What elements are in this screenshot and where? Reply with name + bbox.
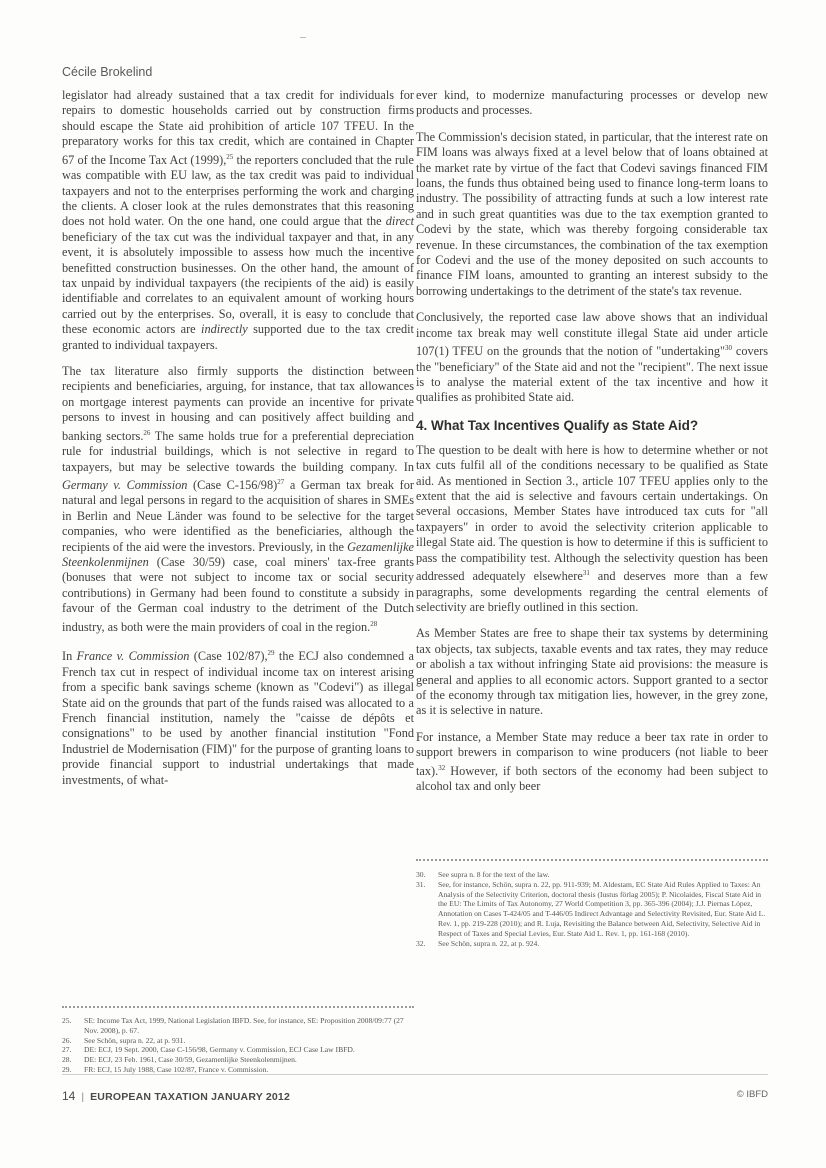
- footnote-ref[interactable]: 25: [226, 152, 234, 161]
- paragraph: The Commission's decision stated, in particular, that the interest rate on FIM loans was always fixed at a level below that of loans obtained at the market rate by virtue of the fact that Codevi savings financed FIM loans, the funds thus obtained being used to finance long-term loans to industry. The possibility of attracting funds at such a low interest rate and in such great quantities was due to the tax exemption granted to Codevi by the state, which was thereby forgoing considerable tax revenue. In these circumstances, the combination of the tax exemption for Codevi and the use of the money deposited on such accounts to finance FIM loans, amounted to granting an interest subsidy to the borrowing undertakings to the detriment of the state's tax revenue.: [416, 129, 768, 298]
- left-column: [62, 88, 414, 799]
- footnote-ref[interactable]: 27: [277, 477, 285, 486]
- footnote-divider: [416, 859, 768, 861]
- journal-title: EUROPEAN TAXATION JANUARY 2012: [90, 1091, 290, 1103]
- paragraph: The question to be dealt with here is how to determine whether or not tax cuts fulfil all of the conditions necessary to be qualified as State aid. As mentioned in Section 3., article 107 TFEU applies only to the extent that the aid is selective and favours certain undertakings. On several occasions, Member States have introduced tax cuts for "all taxpayers" in order to avoid the selectivity criterion applicable to illegal State aid. The question is how to determine if this is sufficient to pass the compatibility test. Although the selectivity question has been addressed adequately elsewhere$^{31}$ and deserves more than a few paragraphs, some developments regarding the central elements of selectivity are briefly outlined in this section.: [416, 442, 768, 614]
- footnote-ref[interactable]: 30: [725, 344, 733, 353]
- footer-separator: |: [81, 1091, 85, 1103]
- footnote: 25. SE: Income Tax Act, 1999, National Legislation IBFD. See, for instance, SE: Proposition 2008/09:77 (27 Nov. 2008), p. 67.: [62, 1016, 404, 1035]
- footnote-ref[interactable]: 26: [143, 428, 151, 437]
- paragraph: For instance, a Member State may reduce a beer tax rate in order to support brewers in comparison to wine producers (not liable to beer tax).$^{32}$ However, if both sectors of the economy had been subject to alcohol tax and only beer: [416, 729, 768, 794]
- running-header-author: Cécile Brokelind: [62, 65, 153, 79]
- footnotes-left: [62, 1016, 414, 1075]
- paragraph: As Member States are free to shape their tax systems by determining tax objects, tax subjects, taxable events and tax rates, they may reduce or abolish a tax without infringing State aid provisions: the measure is general and applies to all economic actors. Support granted to a sector of the economy through tax mitigation lies, however, in the grey zone, as it is selective in nature.: [416, 626, 768, 718]
- footer-divider: [62, 1074, 768, 1075]
- footnote: 31. See, for instance, Schön, supra n. 22, pp. 911-939; M. Aldestam, EC State Aid Rules Applied to Taxes: An Analysis of the Selectivity Criterion, doctoral thesis (Iustus förlag 2005); P. Nicolaides, Fiscal State Aid in the EU: The Limits of Tax Autonomy, 27 World Competition 3, pp. 365-396 (2004); J.J. Piernas López, Annotation on Cases T-424/05 and T-446/05 Indirect Advantage and Selectivity Revisited, Eur. State Aid L. Rev. 1, pp. 219-228 (2010); and R. Luja, Revisiting the Balance between Aid, Selectivity, Selective Aid in Respect of Taxes and Special Levies, Eur. State Aid L. Rev. 1, pp. 161-168 (2010).: [416, 879, 766, 938]
- paragraph: In France v. Commission (Case 102/87),$^{29}$ the ECJ also condemned a French tax cut in respect of individual income tax on interest arising from a specific bank savings scheme (known as "Codevi") as illegal State aid on the grounds that part of the funds raised was allocated to a French financial institution, namely the "caisse de dépôts et consignations" to be used by another financial institution "Fond Industriel de Modernisation (FIM)" for the purpose of granting loans to provide financial support to industrial undertakings that made investments, of what-: [62, 649, 414, 787]
- footnote: 30. See supra n. 8 for the text of the law.: [416, 870, 550, 879]
- footnote-ref[interactable]: 28: [370, 619, 378, 628]
- footnote-divider: [62, 1006, 414, 1008]
- footnote: 28. DE: ECJ, 23 Feb. 1961, Case 30/59, Gezamenlijke Steenkolenmijnen.: [62, 1055, 297, 1065]
- paragraph: ever kind, to modernize manufacturing processes or develop new products and processes.: [416, 88, 768, 118]
- footer-left: [62, 1089, 290, 1103]
- footnote: 29. FR: ECJ, 15 July 1988, Case 102/87, France v. Commission.: [62, 1064, 269, 1074]
- paragraph: legislator had already sustained that a tax credit for individuals for repairs to domestic households carried out by construction firms should escape the State aid prohibition of article 107 TFEU. In the preparatory works for this tax credit, which are contained in Chapter 67 of the Income Tax Act (1999),$^{25}$ the reporters concluded that the rule was compatible with EU law, as the tax credit was paid to individual taxpayers and not to the enterprises performing the work and charging the clients. A closer look at the rules demonstrates that this reasoning does not hold water. On the one hand, one could argue that the direct beneficiary of the tax cut was the individual taxpayer and that, in any event, it is absolutely impossible to assess how much the incentive benefitted construction businesses. On the other hand, the amount of tax unpaid by individual taxpayers (the recipients of the aid) is easily identifiable and correlates to an equivalent amount of working hours carried out by the enterprises. So, overall, it is easy to conclude that these economic actors are indirectly supported due to the tax credit granted to individual taxpayers.: [62, 88, 415, 352]
- publisher-mark: © IBFD: [736, 1089, 768, 1100]
- footnote: 32. See Schön, supra n. 22, at p. 924.: [416, 938, 540, 948]
- section-heading: 4. What Tax Incentives Qualify as State Aid?: [416, 417, 699, 433]
- footnote-ref[interactable]: 32: [438, 763, 446, 772]
- paragraph: The tax literature also firmly supports the distinction between recipients and beneficiaries, arguing, for instance, that tax allowances on mortgage interest payments can provide an incentive for private persons to invest in housing and can positively affect building and banking sectors.$^{26}$ The same holds true for a preferential depreciation rule for industrial buildings, which is not selective in regard to taxpayers, but may be selective towards the building company. In Germany v. Commission (Case C-156/98)$^{27}$ a German tax break for natural and legal persons in regard to the acquisition of shares in SMEs in Berlin and Neue Länder was found to be selective for the target companies, who were identified as the beneficiaries, although the recipients of the aid were the investors. Previously, in the Gezamenlijke Steenkolenmijnen (Case 30/59) case, coal miners' tax-free grants (bonuses that were not subject to income tax or social security contributions) in Germany had been found to constitute a subsidy in favour of the German coal industry to the detriment of the Dutch industry, as both were the main providers of coal in the region.$^{28}$: [62, 364, 415, 634]
- footnote: 27. DE: ECJ, 19 Sept. 2000, Case C-156/98, Germany v. Commission, ECJ Case Law IBFD.: [62, 1045, 355, 1055]
- footnotes-right: [416, 870, 768, 948]
- footnote: 26. See Schön, supra n. 22, at p. 931.: [62, 1035, 186, 1045]
- page-mark: [300, 37, 306, 38]
- footnote-ref[interactable]: 29: [267, 649, 275, 658]
- paragraph: Conclusively, the reported case law above shows that an individual income tax break may well constitute illegal State aid under article 107(1) TFEU on the grounds that the notion of "undertaking"$^{30}$ covers the "beneficiary" of the State aid and not the "recipient". The next issue is to analyse the material extent of the tax incentive and how it qualifies as prohibited State aid.: [416, 310, 768, 405]
- page-number: 14: [62, 1089, 76, 1103]
- footnote-ref[interactable]: 31: [582, 569, 590, 578]
- right-column: [416, 88, 768, 806]
